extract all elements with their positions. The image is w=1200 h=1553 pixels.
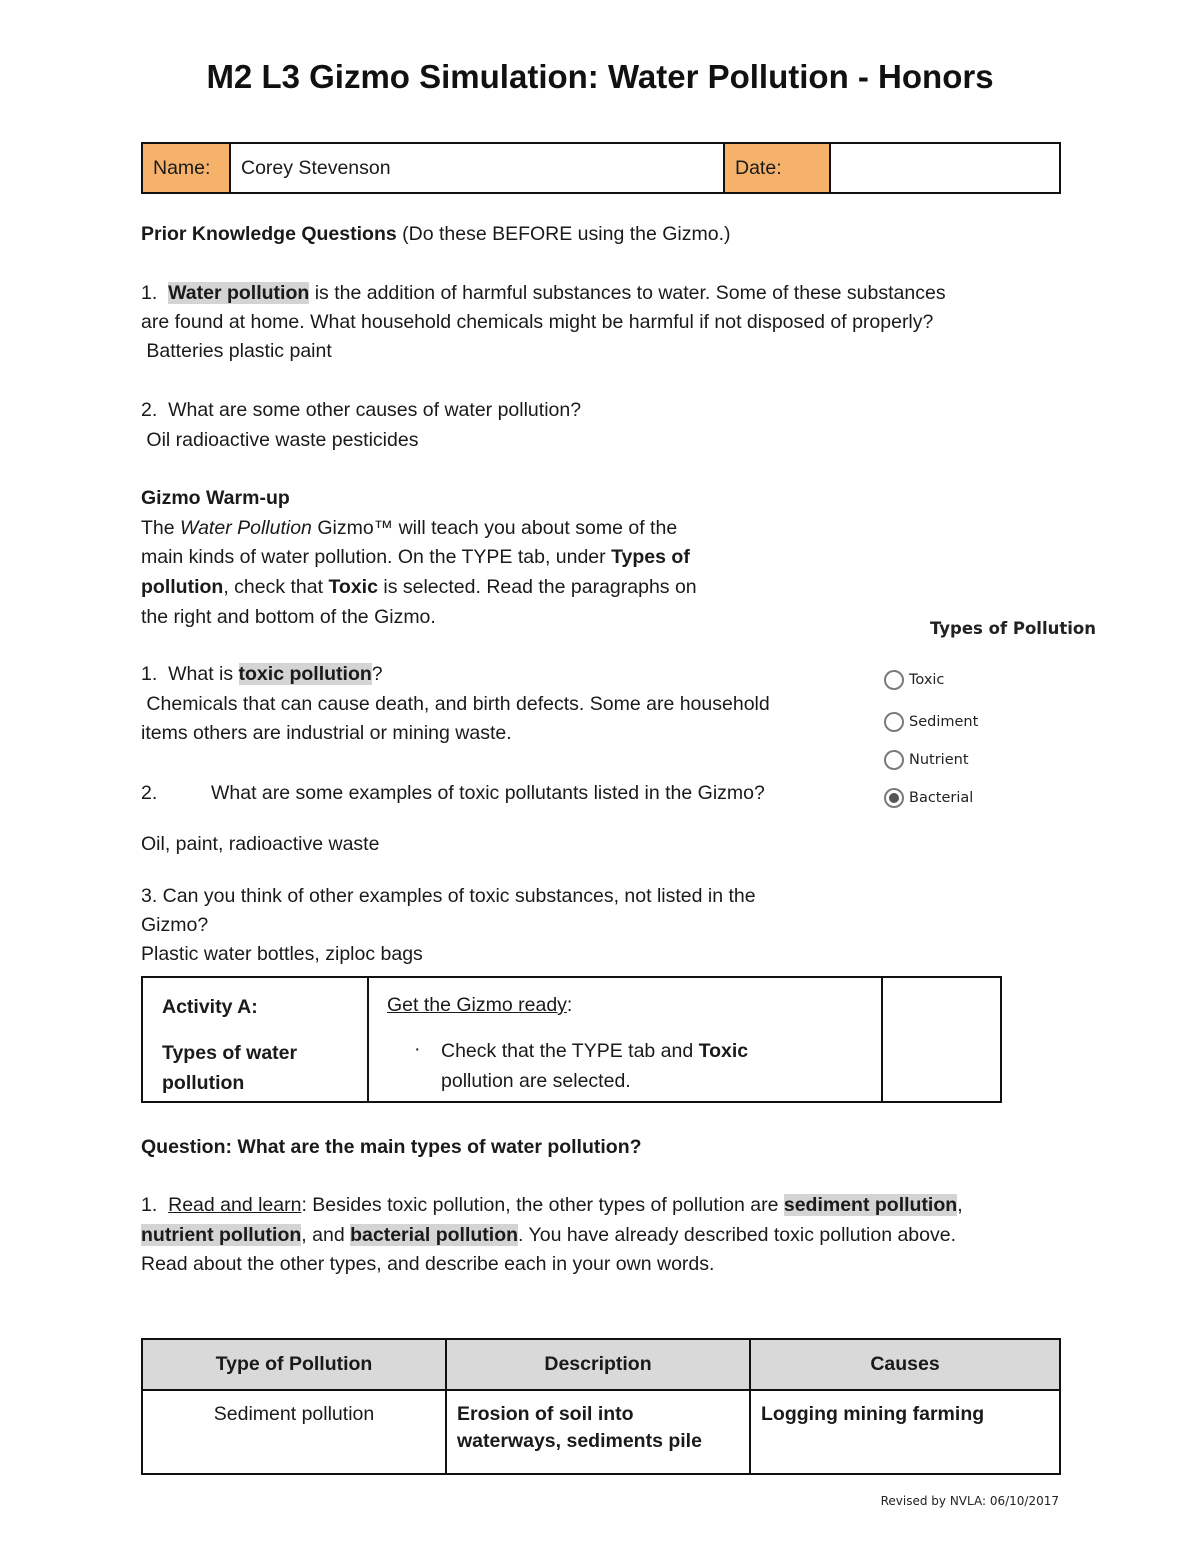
warmup-q2: What are some examples of toxic pollutants listed in the Gizmo?: [211, 782, 765, 804]
question-heading: Question: What are the main types of water pollution?: [141, 1136, 642, 1158]
radio-sediment[interactable]: Sediment: [884, 712, 978, 738]
prior-knowledge-heading: Prior Knowledge Questions (Do these BEFORE using the Gizmo.): [141, 223, 731, 245]
warmup-p-line4: the right and bottom of the Gizmo.: [141, 606, 436, 628]
radio-nutrient[interactable]: Nutrient: [884, 750, 969, 776]
warmup-p-line3: pollution, check that Toxic is selected. Read the paragraphs on: [141, 576, 697, 598]
pollution-table: [141, 1338, 1061, 1475]
term-nutrient-pollution: nutrient pollution: [141, 1224, 302, 1246]
date-field[interactable]: [830, 143, 1060, 193]
page-title: M2 L3 Gizmo Simulation: Water Pollution - Honors: [206, 58, 994, 95]
question-line3: Read about the other types, and describe each in your own words.: [141, 1253, 715, 1275]
cell-description[interactable]: Erosion of soil into waterways, sediments pile: [446, 1390, 750, 1474]
activity-topic-line1: Types of water: [162, 1042, 298, 1064]
prior-q1-answer[interactable]: Batteries plastic paint: [141, 340, 332, 362]
question-line2: nutrient pollution, and bacterial pollution. You have already described toxic pollution above.: [141, 1224, 957, 1246]
warmup-p-line1: The Water Pollution Gizmo™ will teach you about some of the: [141, 517, 678, 539]
warmup-q3-line1: 3. Can you think of other examples of toxic substances, not listed in the: [141, 885, 756, 907]
activity-label-cell: [142, 977, 368, 1102]
warmup-q3-line2: Gizmo?: [141, 914, 209, 936]
prior-q1-line1: 1. Water pollution is the addition of harmful substances to water. Some of these substances: [141, 282, 946, 304]
prior-q2: 2. What are some other causes of water pollution?: [141, 399, 582, 421]
bullet-icon: ·: [414, 1038, 421, 1060]
warmup-q1: 1. What is toxic pollution?: [141, 663, 383, 685]
name-label: Name:: [142, 143, 230, 193]
name-date-table: [141, 142, 1061, 194]
table-header-row: [142, 1339, 1060, 1390]
gizmo-panel-title: Types of Pollution: [930, 619, 1096, 638]
header-causes: Causes: [750, 1339, 1060, 1390]
table-row: [142, 1390, 1060, 1474]
revision-footer: Revised by NVLA: 06/10/2017: [880, 1494, 1059, 1508]
radio-button-icon[interactable]: [884, 712, 904, 732]
activity-topic-line2: pollution: [162, 1072, 245, 1094]
radio-button-icon[interactable]: [884, 670, 904, 690]
activity-label: Activity A:: [162, 996, 258, 1018]
radio-toxic[interactable]: Toxic: [884, 670, 944, 696]
date-label: Date:: [724, 143, 830, 193]
prior-q1-line2: are found at home. What household chemicals might be harmful if not disposed of properly?: [141, 311, 934, 333]
header-type: Type of Pollution: [142, 1339, 446, 1390]
cell-type: Sediment pollution: [142, 1390, 446, 1474]
term-bacterial-pollution: bacterial pollution: [350, 1224, 519, 1246]
warmup-p-line2: main kinds of water pollution. On the TYPE tab, under Types of: [141, 546, 690, 568]
question-line1: 1. Read and learn: Besides toxic pollution, the other types of pollution are sediment pollution,: [141, 1194, 963, 1216]
activity-step: · Check that the TYPE tab and Toxic pollution are selected.: [387, 1036, 881, 1096]
term-water-pollution: Water pollution: [168, 282, 310, 304]
prior-q2-answer[interactable]: Oil radioactive waste pesticides: [141, 429, 419, 451]
warmup-q1-answer-line1[interactable]: Chemicals that can cause death, and birth defects. Some are household: [141, 693, 770, 715]
warmup-heading: Gizmo Warm-up: [141, 487, 290, 509]
name-field[interactable]: Corey Stevenson: [230, 143, 724, 193]
warmup-q1-answer-line2[interactable]: items others are industrial or mining waste.: [141, 722, 512, 744]
radio-button-icon[interactable]: [884, 750, 904, 770]
activity-table: [141, 976, 1002, 1103]
activity-empty-cell: [882, 977, 1001, 1102]
radio-button-selected-icon[interactable]: [884, 788, 904, 808]
activity-instructions-cell: [368, 977, 882, 1102]
cell-causes[interactable]: Logging mining farming: [750, 1390, 1060, 1474]
term-toxic-pollution: toxic pollution: [238, 663, 372, 685]
header-description: Description: [446, 1339, 750, 1390]
warmup-q2-answer[interactable]: Oil, paint, radioactive waste: [141, 833, 380, 855]
radio-bacterial[interactable]: Bacterial: [884, 788, 973, 814]
term-sediment-pollution: sediment pollution: [783, 1194, 958, 1216]
gizmo-ready-heading: Get the Gizmo ready:: [387, 994, 573, 1016]
warmup-q3-answer[interactable]: Plastic water bottles, ziploc bags: [141, 943, 423, 965]
warmup-q2-num: 2.: [141, 782, 158, 804]
